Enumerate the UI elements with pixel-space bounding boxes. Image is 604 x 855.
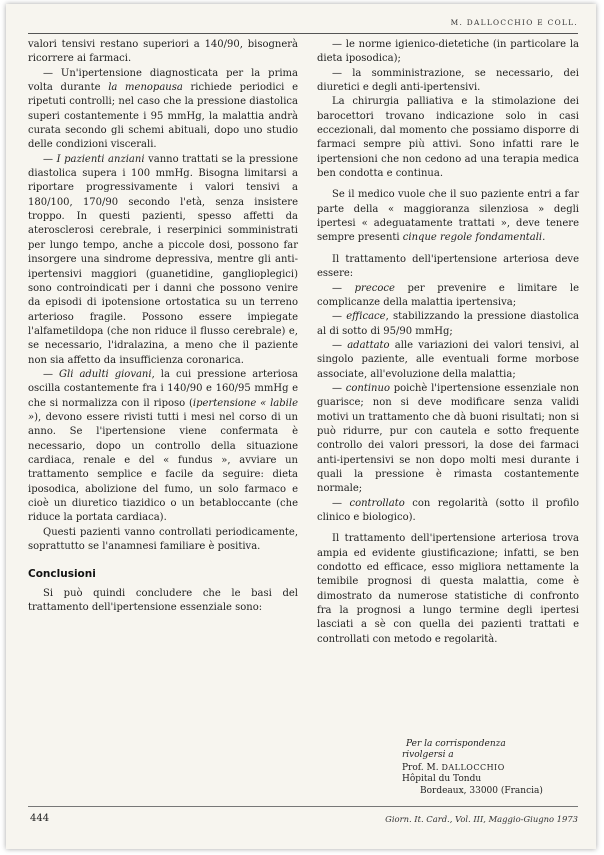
paragraph-adulti-giovani: — Gli adulti giovani, la cui pressione arteriosa oscilla costantemente fra i 140/90 e 160/95 mmHg e che si normalizza con il riposo (ipertensione « labile »), devono essere rivisti tutti i mesi nel corso di un anno. Se l'ipertensione viene confermata è necessario, dopo un controllo della situazione cardiaca, renale e del « fundus », avviare un trattamento semplice e facile da seguire: dieta iposodica, abolizione del fumo, un solo farmaco e cioè un diuretico tiazidico o un betabloccante (che riduce la portata cardiaca). — [28, 368, 298, 524]
emphasis-cinque-regole: cinque regole fondamentali. — [402, 232, 546, 244]
running-title: M. DALLOCCHIO E COLL. — [450, 18, 578, 27]
emphasis-adulti-giovani: Gli adulti giovani — [59, 368, 152, 380]
paragraph-trattamento-intro: Il trattamento dell'ipertensione arteriosa deve essere: — [317, 253, 579, 280]
emphasis-anziani: I pazienti anziani — [56, 153, 145, 165]
paragraph-maggioranza: Se il medico vuole che il suo paziente entri a far parte della « maggioranza silenziosa » degli ipertesi « adeguatamente trattati », deve tenere sempre presenti cinque regole fondamentali. — [317, 189, 579, 244]
paragraph-conclusione: Si può quindi concludere che le basi del trattamento dell'ipertensione essenziale sono: — [28, 587, 298, 614]
left-column — [28, 38, 298, 615]
header-rule — [28, 33, 578, 34]
rule-continuo: — continuo poichè l'ipertensione essenziale non guarisce; non si deve modificare senza validi motivi un trattamento che dà buoni risultati; non si può ridurre, pur con cautela e sotto frequente controllo dei valori pressori, la dose dei farmaci anti-ipertensivi se non dopo molti mesi durante i quali la pressione è rimasta costantemente normale; — [317, 382, 579, 495]
paragraph-continuation: valori tensivi restano superiori a 140/90, bisognerà ricorrere ai farmaci. — [28, 39, 298, 65]
rule-precoce: — precoce per prevenire e limitare le complicanze della malattia ipertensiva; — [317, 282, 579, 308]
correspondence-name: Prof. M. DALLOCCHIO — [402, 762, 505, 773]
rule-efficace: — efficace, stabilizzando la pressione diastolica al di sotto di 95/90 mmHg; — [317, 311, 580, 337]
rule-controllato: — controllato con regolarità (sotto il profilo clinico e biologico). — [317, 497, 579, 523]
list-item-norme: — le norme igienico-dietetiche (in particolare la dieta iposodica); — [317, 39, 579, 65]
paragraph-menopausa: — Un'ipertensione diagnosticata per la prima volta durante la menopausa richiede periodici e ripetuti controlli; nel caso che la pressione diastolica superi costantemente i 95 mmHg, la malattia andrà curata secondo gli schemi abituali, dopo uno studio delle condizioni viscerali. — [28, 67, 298, 151]
journal-citation: Giorn. It. Card., Vol. III, Maggio-Giugno 1973 — [385, 814, 578, 824]
section-heading-conclusioni: Conclusioni — [28, 568, 96, 581]
correspondence-city: Bordeaux, 33000 (Francia) — [420, 785, 543, 796]
rule-adattato: — adattato alle variazioni dei valori tensivi, al singolo paziente, alle eventuali forme morbose associate, all'evoluzione della malattia; — [317, 339, 580, 380]
correspondence-institution: Hôpital du Tondu — [402, 774, 482, 785]
paragraph-giustificazione: Il trattamento dell'ipertensione arteriosa trova ampia ed evidente giustificazione; infatti, se ben condotto ed efficace, esso migliora nettamente la temibile prognosi di questa malattia, come è dimostrato da numerose statistiche di confronto fra la prognosi a lungo termine degli ipertesi lasciati a sè con quella dei pazienti trattati e controllati con metodo e regolarità. — [317, 533, 579, 645]
correspondence-block — [402, 739, 543, 797]
paragraph-anziani: — I pazienti anziani vanno trattati se la pressione diastolica supera i 100 mmHg. Bisogna limitarsi a riportare progressivamente i valori tensivi a 180/100, 170/90 secondo l'età, senza insistere troppo. In questi pazienti, spesso affetti da aterosclerosi cerebrale, i reserpinici somministrati per lungo tempo, anche a piccole dosi, possono far insorgere una sindrome depressiva, mentre gli anti-ipertensivi maggiori (guanetidine, ganglioplegici) sono controindicati per i danni che possono venire da episodi di ipotensione ortostatica su un terreno arterioso fragile. Possono essere impiegate l'alfametildopa (che non riduce il flusso cerebrale) e, se necessario, l'idralazina, a meno che il paziente non sia affetto da insufficienza coronarica. — [28, 153, 298, 366]
paragraph-chirurgia: La chirurgia palliativa e la stimolazione dei barocettori trovano indicazione solo in casi eccezionali, dal momento che possiamo disporre di farmaci sempre più attivi. Sono infatti rare le ipertensioni che non cedono ad una terapia medica ben condotta e continua. — [317, 96, 579, 180]
journal-page — [6, 4, 596, 849]
footer-rule — [28, 806, 578, 807]
emphasis-labile: ipertensione « labile » — [28, 397, 298, 423]
emphasis-menopausa: la menopausa — [108, 82, 183, 94]
list-item-somministrazione: — la somministrazione, se necessario, dei diuretici e degli anti-ipertensivi. — [317, 67, 579, 94]
correspondence-line-2: rivolgersi a — [402, 750, 454, 761]
paragraph-controlli: Questi pazienti vanno controllati periodicamente, soprattutto se l'anamnesi familiare è positiva. — [28, 526, 298, 553]
correspondence-line-1: Per la corrispondenza — [406, 739, 506, 749]
right-column — [317, 38, 579, 647]
page-number: 444 — [30, 813, 50, 824]
